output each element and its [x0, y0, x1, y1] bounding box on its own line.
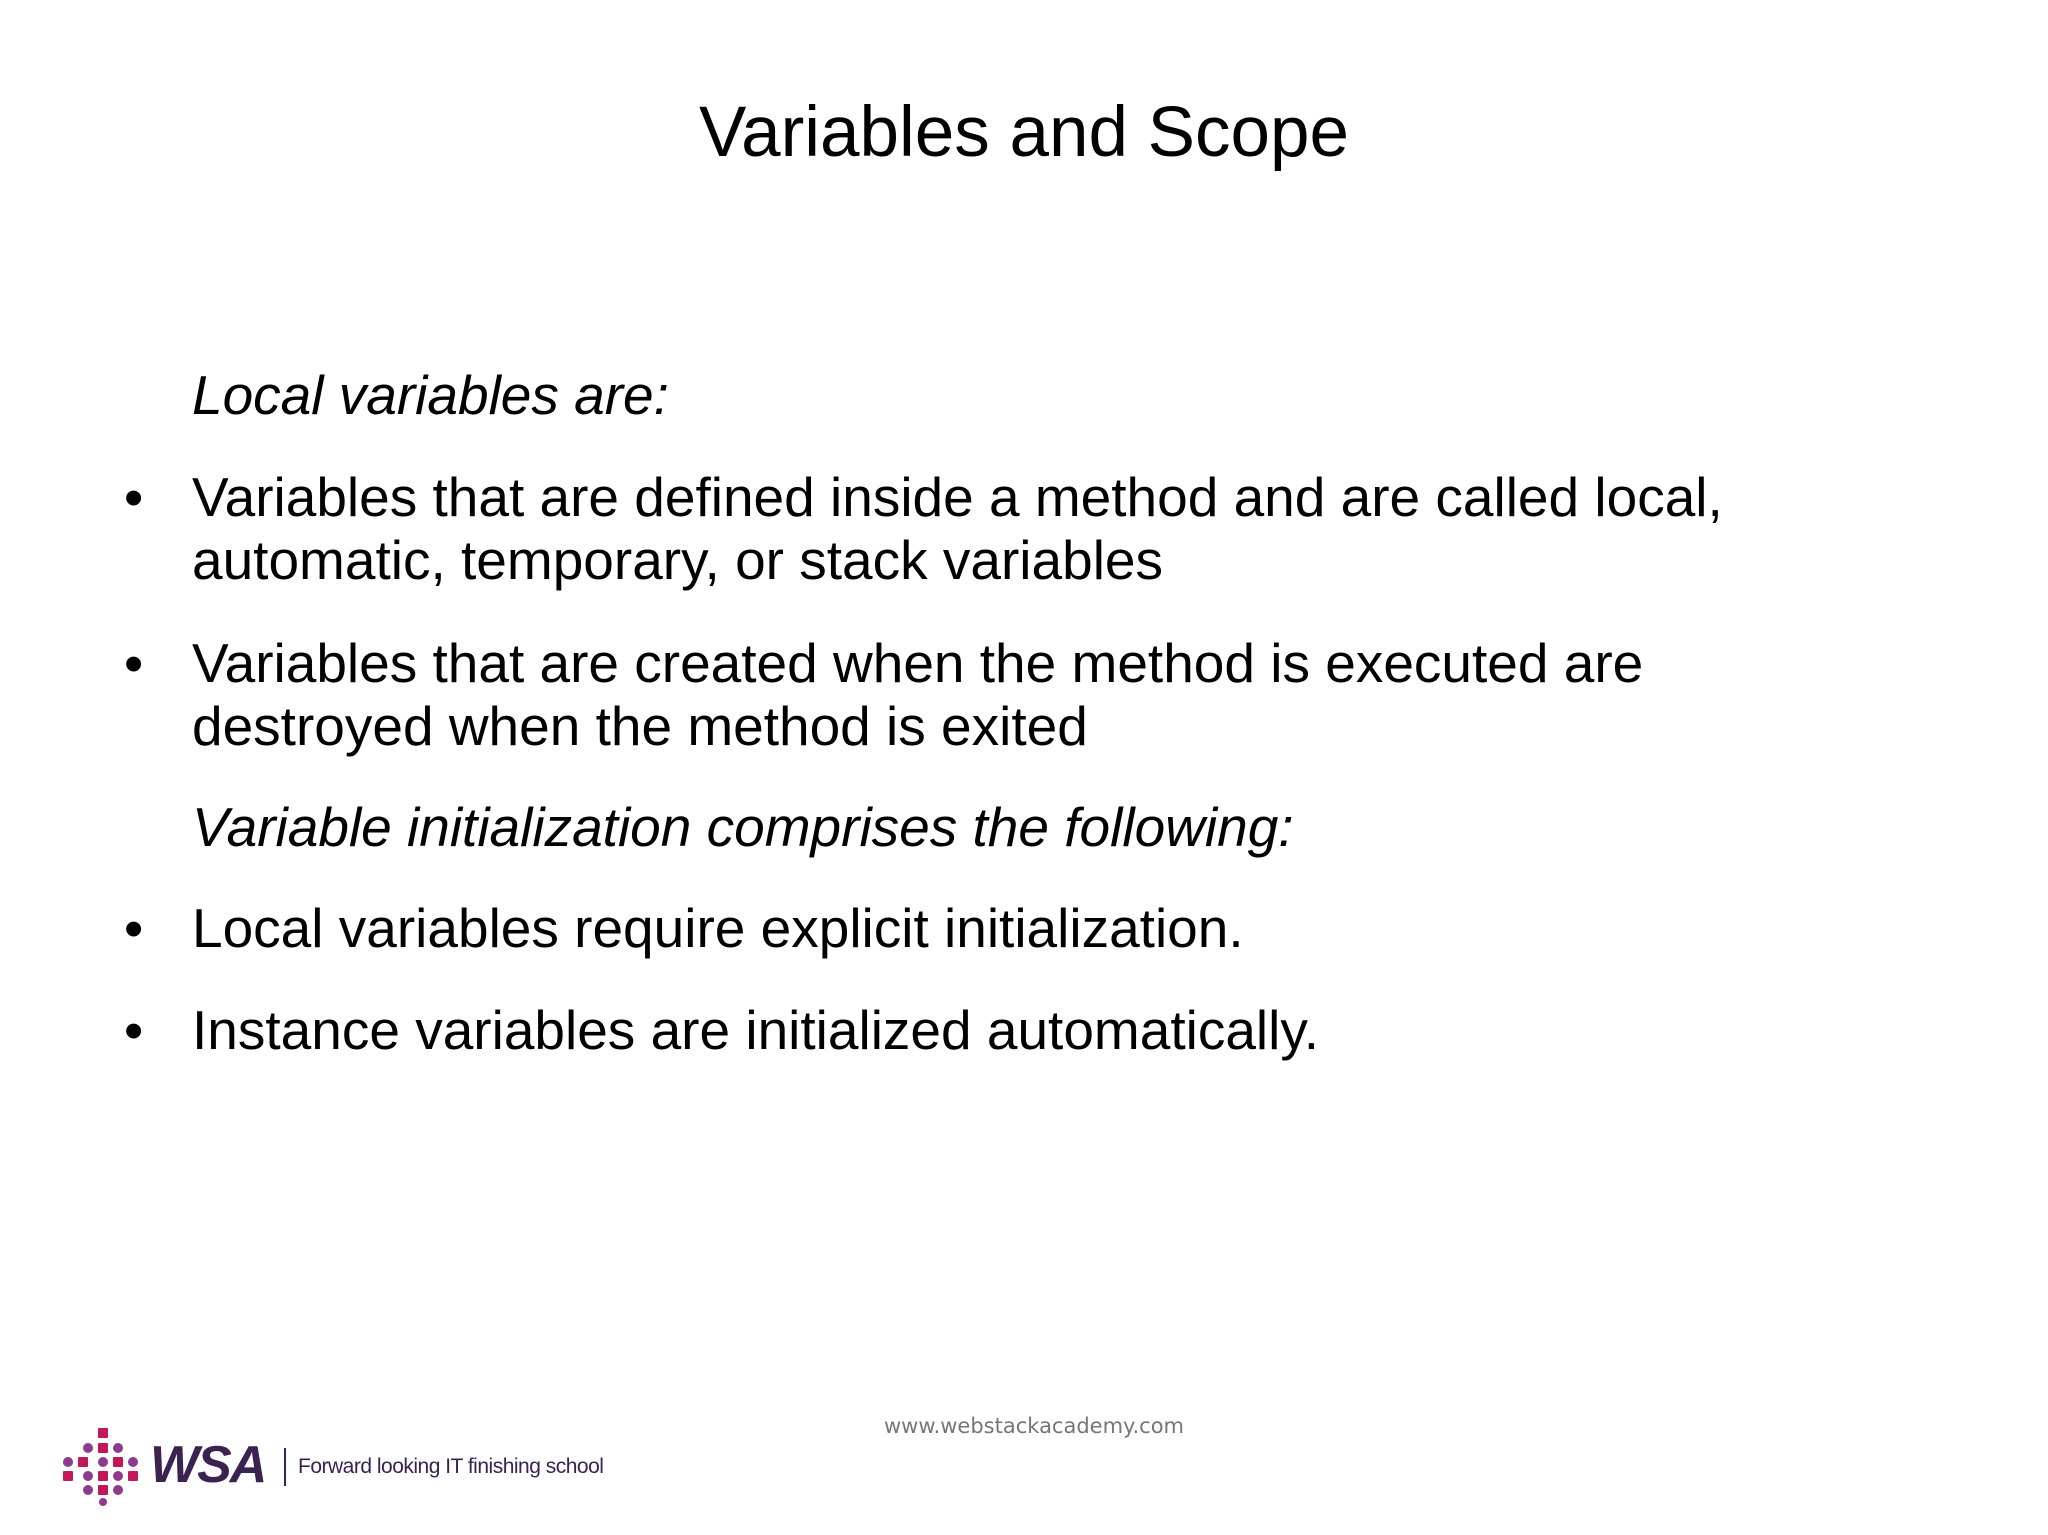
bullet-marker: •: [124, 466, 144, 528]
bullet-marker: •: [124, 897, 144, 959]
bullet-marker: •: [124, 999, 144, 1061]
section1-heading: Local variables are:: [192, 364, 669, 426]
bullet-item-instance-init: Instance variables are initialized automatically.: [192, 999, 1320, 1061]
section2-heading: Variable initialization comprises the following:: [192, 796, 1294, 858]
bullet-item-local-lifetime: Variables that are created when the method is executed are destroyed when the method is exited: [192, 632, 1644, 757]
logo-wsa-text: WSA: [150, 1436, 266, 1494]
logo-divider: [284, 1448, 286, 1486]
bullet-marker: •: [124, 632, 144, 694]
wsa-logo: [62, 1428, 602, 1506]
slide-title: Variables and Scope: [699, 93, 1349, 172]
bullet-item-local-definition: Variables that are defined inside a method and are called local, automatic, temporary, or stack variables: [192, 466, 1723, 591]
logo-dot-grid-icon: [62, 1428, 142, 1506]
footer-url: www.webstackacademy.com: [883, 1414, 1185, 1438]
bullet-item-local-init: Local variables require explicit initialization.: [192, 897, 1244, 959]
logo-tagline: Forward looking IT finishing school: [298, 1455, 604, 1478]
